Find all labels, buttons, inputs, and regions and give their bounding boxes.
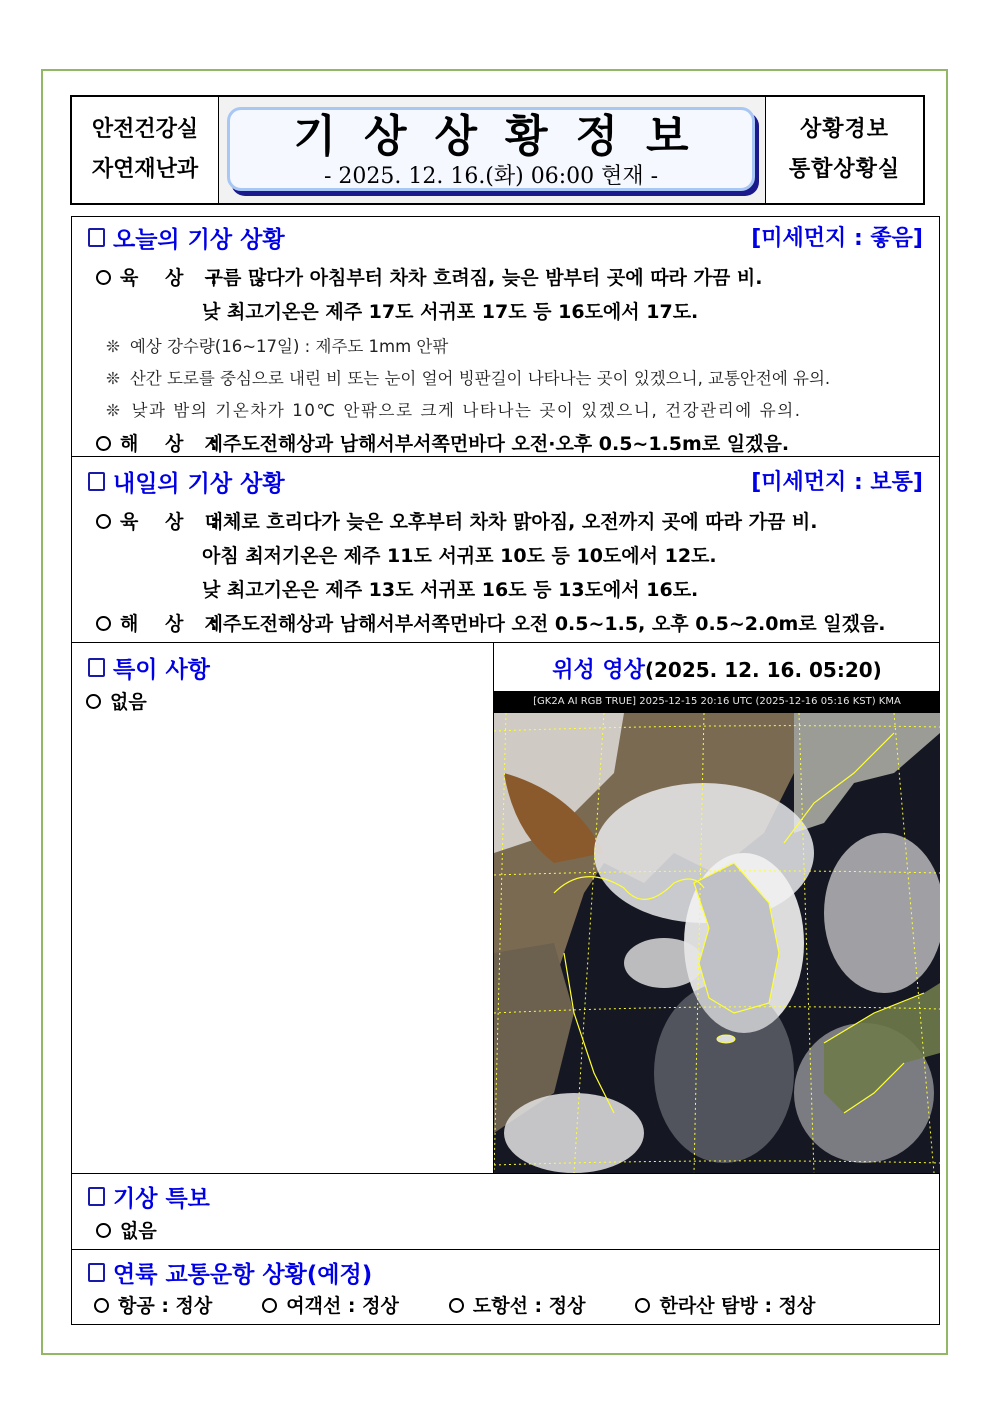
warning-item (96, 1216, 157, 1243)
tomorrow-dust-badge: [미세먼지 : 보통] (751, 470, 923, 495)
warning-item-text: 없음 (120, 1220, 157, 1242)
asterisk-icon: ❊ (106, 401, 122, 420)
title-box (227, 107, 755, 191)
circle-bullet-icon (94, 1298, 109, 1313)
special-item (86, 687, 147, 714)
special-title: 특이 사항 (113, 657, 210, 683)
today-sea-line (96, 429, 789, 456)
circle-bullet-icon (449, 1298, 464, 1313)
satellite-time: (2025. 12. 16. 05:20) (644, 658, 882, 682)
page-title: 기상상황정보 (293, 111, 717, 162)
satellite-map-graphic (494, 713, 940, 1173)
office-line2: 통합상황실 (788, 157, 901, 182)
traffic-item-text: 여객선 : 정상 (286, 1295, 399, 1317)
circle-bullet-icon (86, 694, 101, 709)
traffic-item-hallasan (635, 1291, 815, 1318)
report-header (70, 95, 925, 205)
satellite-image (494, 691, 940, 1173)
department-line1: 안전건강실 (91, 117, 199, 142)
title-area (219, 97, 765, 203)
land-label: 육 상 : (120, 267, 228, 289)
sea-label: 해 상 : (120, 613, 228, 635)
circle-bullet-icon (262, 1298, 277, 1313)
note-text: 산간 도로를 중심으로 내린 비 또는 눈이 얼어 빙판길이 나타나는 곳이 있겠으니, 교통안전에 유의. (129, 369, 831, 388)
satellite-header (494, 643, 940, 691)
today-note-3 (106, 397, 802, 421)
sea-label: 해 상 : (120, 433, 228, 455)
traffic-item-text: 항공 : 정상 (118, 1295, 213, 1317)
satellite-title (494, 653, 940, 684)
circle-bullet-icon (96, 436, 111, 451)
circle-bullet-icon (96, 1223, 111, 1238)
department-line2: 자연재난과 (91, 157, 199, 182)
circle-bullet-icon (96, 270, 111, 285)
circle-bullet-icon (96, 514, 111, 529)
satellite-caption: [GK2A AI RGB TRUE] 2025-12-15 20:16 UTC (2025-12-16 05:16 KST) KMA (494, 691, 940, 713)
traffic-item-text: 도항선 : 정상 (472, 1295, 586, 1317)
circle-bullet-icon (635, 1298, 650, 1313)
warning-title: 기상 특보 (113, 1186, 210, 1212)
tomorrow-heading (88, 465, 285, 498)
department-block (72, 97, 219, 203)
today-dust-badge: [미세먼지 : 좋음] (751, 226, 923, 251)
checkbox-square-icon (88, 658, 105, 677)
checkbox-square-icon (88, 472, 105, 491)
traffic-item-air (94, 1291, 212, 1318)
asterisk-icon: ❊ (106, 337, 120, 356)
today-title: 오늘의 기상 상황 (113, 227, 285, 253)
tomorrow-land-line1 (96, 507, 817, 534)
traffic-status-list (94, 1291, 865, 1318)
note-text: 예상 강수량(16~17일) : 제주도 1mm 안팎 (129, 337, 449, 356)
land-label: 육 상 : (120, 511, 228, 533)
today-land-line1 (96, 263, 762, 290)
tomorrow-sea-line (96, 609, 886, 636)
checkbox-square-icon (88, 1187, 105, 1206)
office-line1: 상황경보 (799, 117, 889, 142)
today-weather-section (71, 216, 940, 457)
traffic-item-ferry (262, 1291, 399, 1318)
warning-heading (88, 1180, 210, 1213)
asterisk-icon: ❊ (106, 369, 120, 388)
today-land-text1: 구름 많다가 아침부터 차차 흐려짐, 늦은 밤부터 곳에 따라 가끔 비. (204, 267, 763, 289)
checkbox-square-icon (88, 1263, 105, 1282)
traffic-section (71, 1249, 940, 1325)
today-note-1 (106, 333, 448, 357)
traffic-heading (88, 1256, 372, 1289)
today-land-line2: 낮 최고기온은 제주 17도 서귀포 17도 등 16도에서 17도. (202, 301, 699, 323)
tomorrow-weather-section (71, 456, 940, 643)
today-heading (88, 221, 285, 254)
tomorrow-title: 내일의 기상 상황 (113, 471, 285, 497)
office-block (765, 97, 923, 203)
today-note-2 (106, 365, 830, 389)
tomorrow-sea-text: 제주도전해상과 남해서부서쪽먼바다 오전 0.5~1.5, 오후 0.5~2.0m로 일겠음. (204, 613, 886, 635)
special-item-text: 없음 (110, 691, 147, 713)
tomorrow-land-line2: 아침 최저기온은 제주 11도 서귀포 10도 등 10도에서 12도. (202, 545, 717, 567)
satellite-label: 위성 영상 (552, 658, 645, 683)
tomorrow-land-text1: 대체로 흐리다가 늦은 오후부터 차차 맑아짐, 오전까지 곳에 따라 가끔 비. (204, 511, 818, 533)
traffic-item-island-ferry (449, 1291, 586, 1318)
special-heading (88, 651, 210, 684)
special-and-satellite-section (71, 642, 940, 1174)
tomorrow-land-line3: 낮 최고기온은 제주 13도 서귀포 16도 등 13도에서 16도. (202, 579, 699, 601)
report-datetime: - 2025. 12. 16.(화) 06:00 현재 - (323, 164, 659, 189)
note-text: 낮과 밤의 기온차가 10℃ 안팎으로 크게 나타나는 곳이 있겠으니, 건강관리에 유의. (131, 401, 802, 420)
traffic-title: 연륙 교통운항 상황(예정) (113, 1262, 373, 1288)
weather-warning-section (71, 1173, 940, 1250)
checkbox-square-icon (88, 228, 105, 247)
today-sea-text: 제주도전해상과 남해서부서쪽먼바다 오전·오후 0.5~1.5m로 일겠음. (204, 433, 790, 455)
traffic-item-text: 한라산 탐방 : 정상 (659, 1295, 816, 1317)
circle-bullet-icon (96, 616, 111, 631)
